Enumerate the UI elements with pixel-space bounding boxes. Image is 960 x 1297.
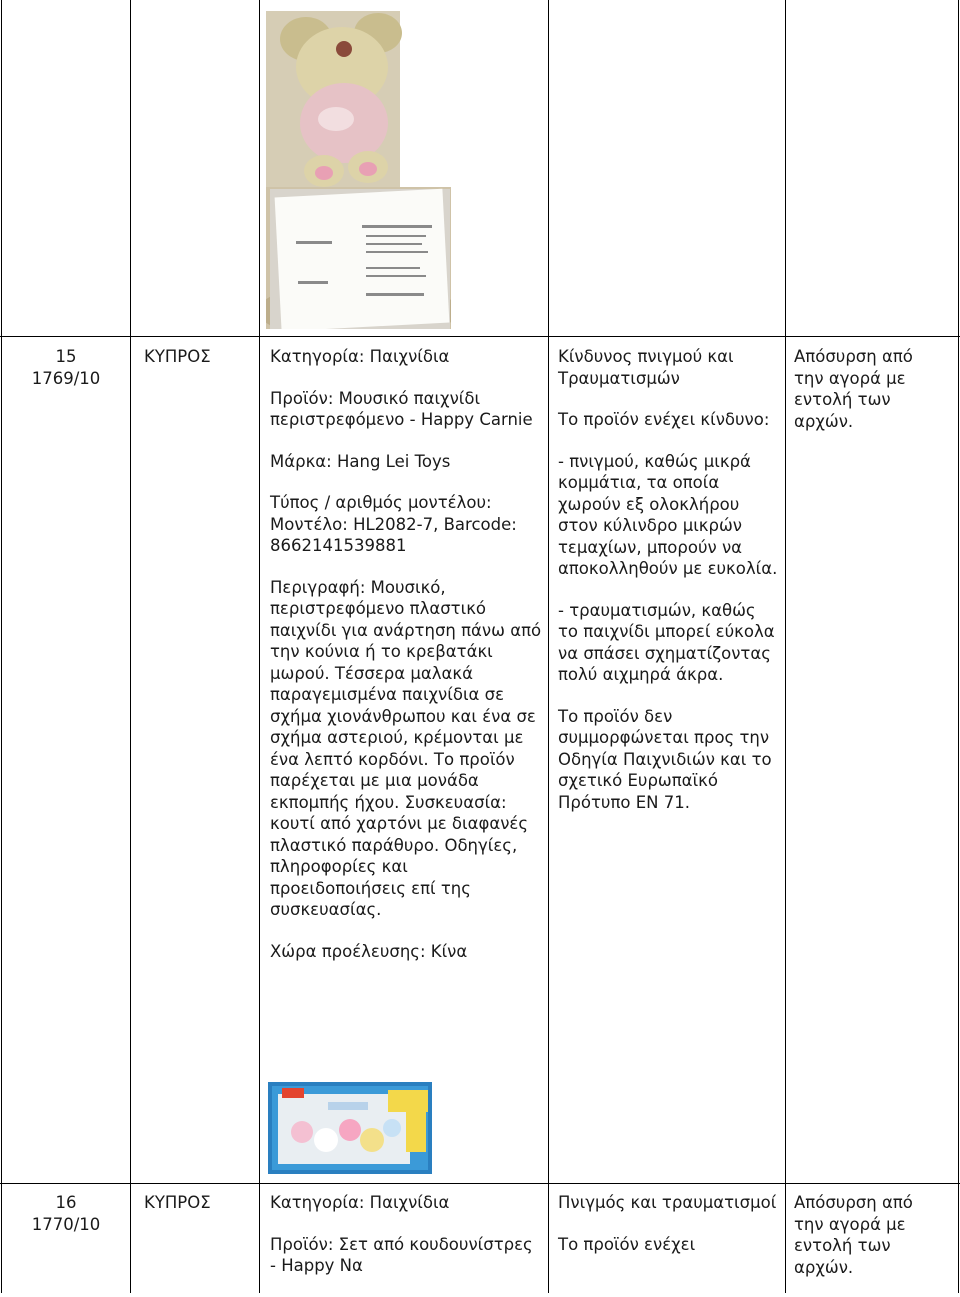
product-origin: Χώρα προέλευσης: Κίνα [270, 941, 468, 961]
plush-toy-photo [266, 11, 451, 329]
product-model: Τύπος / αριθμός μοντέλου: Μοντέλο: HL2082-7, Barcode: 8662141539881 [270, 493, 517, 555]
row-15-risk-cell [558, 346, 778, 833]
record-number: 15 [55, 347, 77, 366]
record-reference: 1769/10 [31, 368, 101, 388]
product-category: Κατηγορία: Παιχνίδια [270, 1193, 450, 1212]
row-15-country: ΚΥΠΡΟΣ [144, 347, 211, 366]
row-16-product-cell [270, 1192, 542, 1297]
risk-intro: Το προϊόν ενέχει κίνδυνο: [558, 410, 770, 429]
row-divider [0, 336, 960, 337]
risk-title: Κίνδυνος πνιγμού και Τραυματισμών [558, 347, 734, 388]
column-divider [785, 0, 786, 1293]
risk-intro: Το προϊόν ενέχει [558, 1234, 696, 1254]
product-name: Προϊόν: Μουσικό παιχνίδι περιστρεφόμενο - Happy Carnie [270, 388, 533, 429]
row-16-risk-cell [558, 1192, 778, 1275]
column-divider [548, 0, 549, 1293]
risk-compliance: Το προϊόν δεν συμμορφώνεται προς την Οδηγία Παιχνιδιών και το σχετικό Ευρωπαϊκό Πρότυπο ΕΝ 71. [558, 706, 772, 812]
row-15-number-cell [2, 346, 130, 389]
product-description: Περιγραφή: Μουσικό, περιστρεφόμενο πλαστικό παιχνίδι για ανάρτηση πάνω από την κούνια ή το κρεβατάκι μωρού. Τέσσερα μαλακά παραγεμισμένα παιχνίδια σε σχήμα χιονάνθρωπου και ένα σε σχήμα αστεριού, κρέμονται με ένα λεπτό κορδόνι. Το προϊόν παρέχεται με μια μονάδα εκπομπής ήχου. Συσκευασία: κουτί από χαρτόνι με διαφανές πλαστικό παράθυρο. Οδηγίες, πληροφορίες και προειδοποιήσεις επί της συσκευασίας. [270, 577, 542, 919]
product-name: Προϊόν: Σετ από κουδουνίστρες - Happy Να [270, 1234, 533, 1275]
row-16-number-cell [2, 1192, 130, 1235]
column-divider [259, 0, 260, 1293]
risk-title: Πνιγμός και τραυματισμοί [558, 1193, 777, 1212]
table-border-left [1, 0, 2, 1293]
risk-choking: - πνιγμού, καθώς μικρά κομμάτια, τα οποία χωρούν εξ ολοκλήρου στον κύλινδρο μικρών τεμαχίων, μπορούν να αποκολληθούν με ευκολία. [558, 451, 778, 578]
row-15-measure: Απόσυρση από την αγορά με εντολή των αρχών. [794, 347, 913, 431]
product-category: Κατηγορία: Παιχνίδια [270, 347, 450, 366]
record-reference: 1770/10 [31, 1214, 101, 1234]
column-divider [130, 0, 131, 1293]
table-border-right [958, 0, 959, 1293]
risk-injury: - τραυματισμών, καθώς το παιχνίδι μπορεί εύκολα να σπάσει σχηματίζοντας πολύ αιχμηρά άκρα. [558, 600, 775, 684]
row-divider [0, 1183, 960, 1184]
record-number: 16 [55, 1193, 77, 1212]
product-brand: Μάρκα: Hang Lei Toys [270, 451, 451, 471]
row-15-product-cell [270, 346, 542, 982]
product-box-photo [268, 1082, 432, 1174]
row-16-country: ΚΥΠΡΟΣ [144, 1193, 211, 1212]
row-16-measure: Απόσυρση από την αγορά με εντολή των αρχών. [794, 1193, 913, 1277]
